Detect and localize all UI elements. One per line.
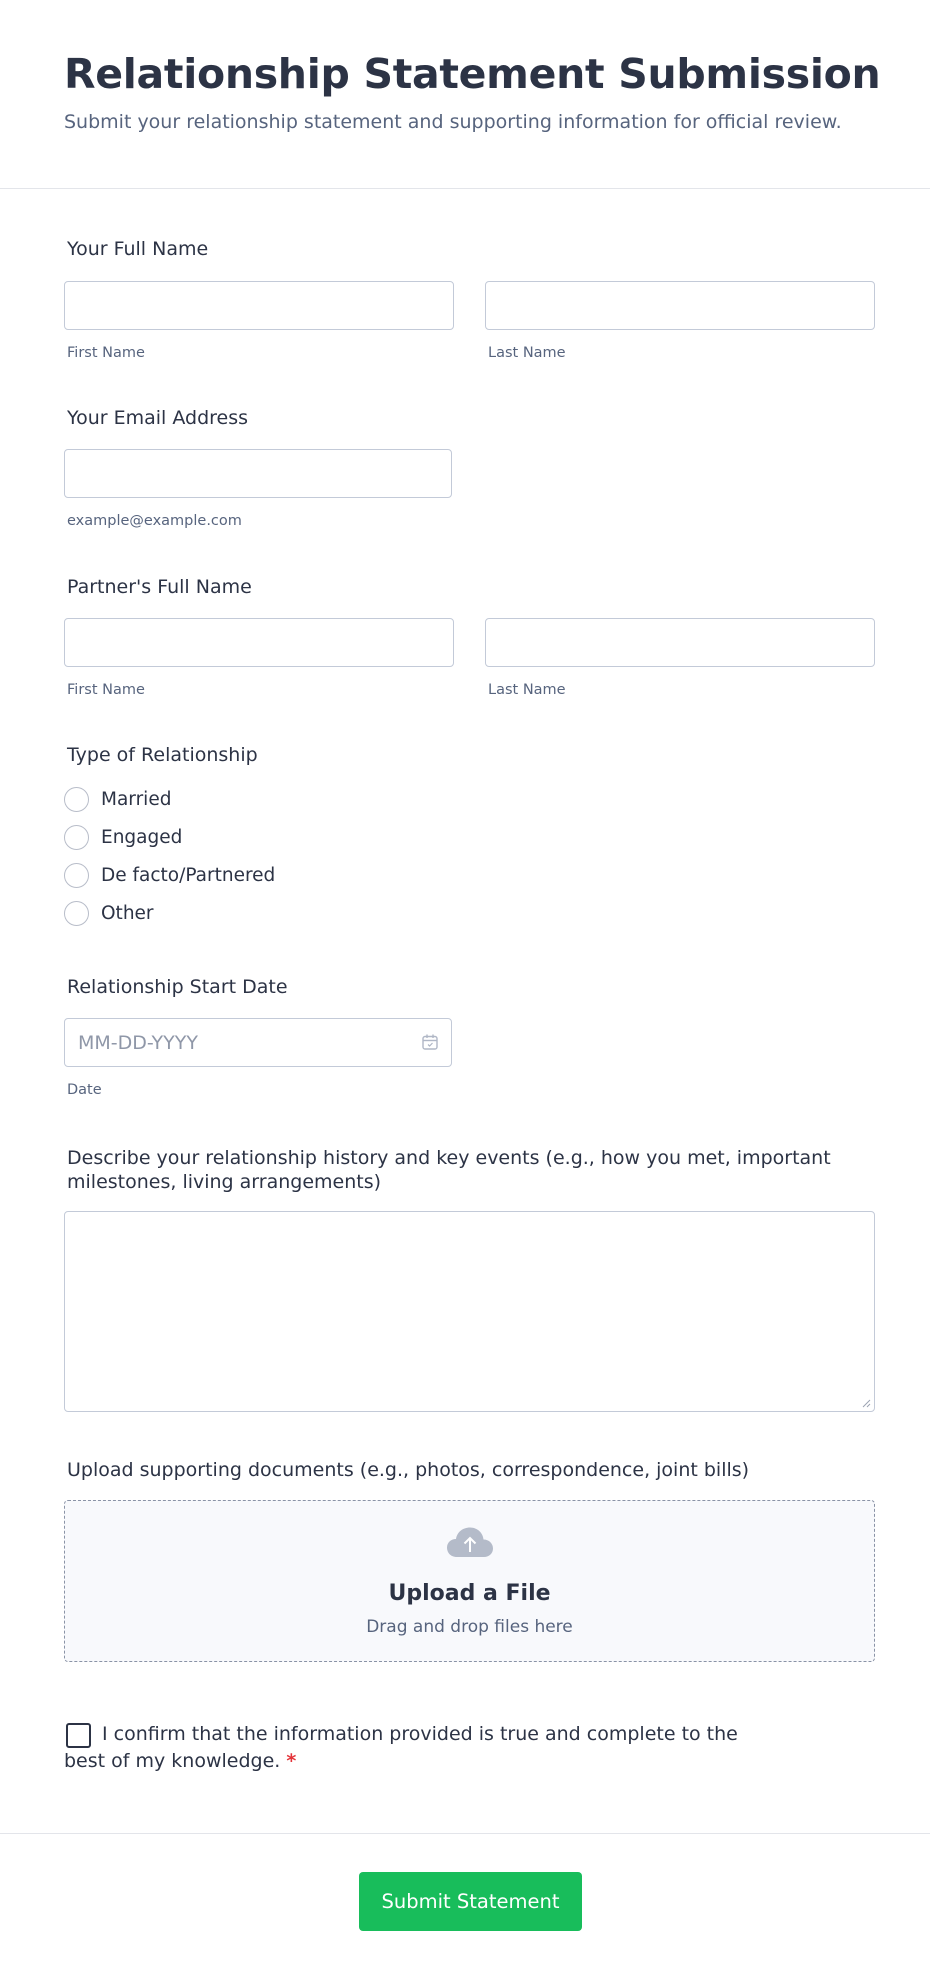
radio-button[interactable] [64, 901, 89, 926]
full-name-label: Your Full Name [67, 238, 209, 260]
confirm-text: I confirm that the information provided is true and complete to the best of my knowledge. [64, 1723, 738, 1772]
radio-option-de-facto[interactable] [64, 862, 275, 888]
date-placeholder: MM-DD-YYYY [78, 1032, 198, 1054]
form-header [0, 0, 930, 189]
cloud-upload-icon [445, 1525, 495, 1561]
first-name-sublabel: First Name [67, 345, 145, 361]
upload-label: Upload supporting documents (e.g., photos, correspondence, joint bills) [67, 1459, 750, 1481]
radio-option-engaged[interactable] [64, 824, 182, 850]
date-sublabel: Date [67, 1082, 102, 1098]
email-sublabel: example@example.com [67, 513, 242, 529]
partner-first-name-sublabel: First Name [67, 682, 145, 698]
radio-button[interactable] [64, 825, 89, 850]
page-title: Relationship Statement Submission [64, 50, 881, 98]
upload-subtitle: Drag and drop files here [366, 1617, 573, 1637]
radio-button[interactable] [64, 863, 89, 888]
submit-button[interactable]: Submit Statement [359, 1872, 582, 1931]
radio-option-married[interactable] [64, 786, 171, 812]
email-input[interactable] [64, 449, 452, 498]
last-name-sublabel: Last Name [488, 345, 566, 361]
email-label: Your Email Address [67, 407, 249, 429]
confirm-statement [64, 1721, 784, 1775]
partner-first-name-input[interactable] [64, 618, 454, 667]
page-subtitle: Submit your relationship statement and supporting information for official review. [64, 111, 842, 133]
first-name-input[interactable] [64, 281, 454, 330]
history-textarea[interactable] [64, 1211, 875, 1412]
radio-label: Married [101, 788, 172, 810]
start-date-label: Relationship Start Date [67, 976, 288, 998]
history-label [67, 1146, 831, 1194]
upload-title: Upload a File [388, 1581, 551, 1606]
radio-option-other[interactable] [64, 900, 154, 926]
radio-label: Other [101, 902, 154, 924]
radio-label: Engaged [101, 826, 183, 848]
history-label-line: Describe your relationship history and key events (e.g., how you met, important [67, 1147, 831, 1169]
relationship-type-label: Type of Relationship [67, 744, 258, 766]
partner-last-name-input[interactable] [485, 618, 875, 667]
last-name-input[interactable] [485, 281, 875, 330]
partner-last-name-sublabel: Last Name [488, 682, 566, 698]
calendar-icon[interactable] [421, 1033, 439, 1051]
partner-name-label: Partner's Full Name [67, 576, 252, 598]
footer-divider [0, 1833, 930, 1834]
resize-handle-icon[interactable] [862, 1399, 871, 1408]
history-label-line: milestones, living arrangements) [67, 1171, 382, 1193]
radio-label: De facto/Partnered [101, 864, 276, 886]
start-date-input[interactable] [64, 1018, 452, 1067]
file-upload-dropzone[interactable] [64, 1500, 875, 1662]
radio-button[interactable] [64, 787, 89, 812]
required-marker: * [286, 1750, 297, 1772]
